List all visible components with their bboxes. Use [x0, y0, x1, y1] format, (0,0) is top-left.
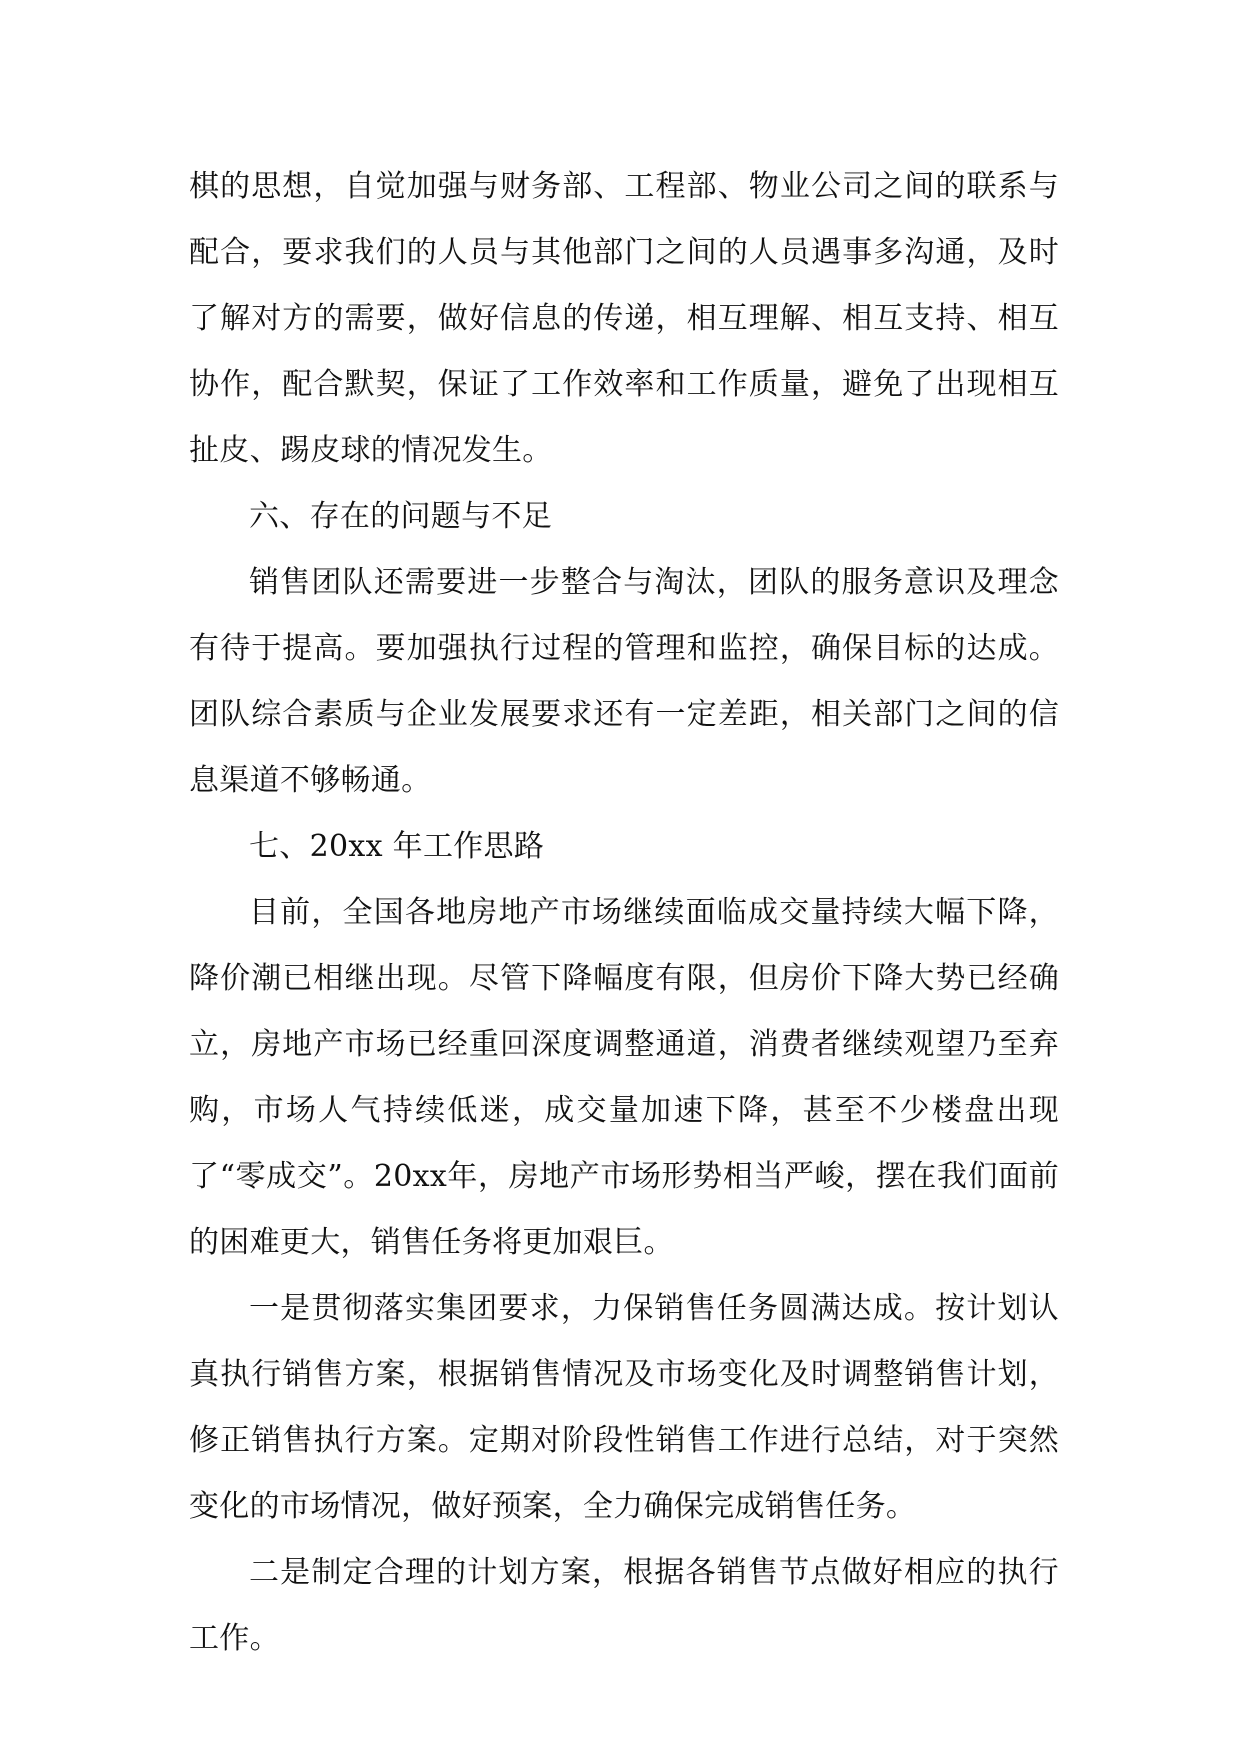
paragraph-issues: 销售团队还需要进一步整合与淘汰，团队的服务意识及理念有待于提高。要加强执行过程的管理和监控，确保目标的达成。团队综合素质与企业发展要求还有一定差距，相关部门之间的信息渠道不够畅通。 [189, 565, 1059, 798]
section-heading-6: 六、存在的问题与不足 [249, 499, 552, 534]
paragraph-continued: 棋的思想，自觉加强与财务部、工程部、物业公司之间的联系与配合，要求我们的人员与其他部门之间的人员遇事多沟通，及时了解对方的需要，做好信息的传递，相互理解、相互支持、相互协作，配合默契，保证了工作效率和工作质量，避免了出现相互扯皮、踢皮球的情况发生。 [189, 169, 1059, 468]
document-body [189, 154, 1059, 1672]
paragraph-market: 目前，全国各地房地产市场继续面临成交量持续大幅下降，降价潮已相继出现。尽管下降幅度有限，但房价下降大势已经确立，房地产市场已经重回深度调整通道，消费者继续观望乃至弃购，市场人气持续低迷，成交量加速下降，甚至不少楼盘出现了“零成交”。20xx年，房地产市场形势相当严峻，摆在我们面前的困难更大，销售任务将更加艰巨。 [189, 895, 1059, 1260]
section-heading-7: 七、20xx 年工作思路 [249, 829, 545, 864]
paragraph-plan-one: 一是贯彻落实集团要求，力保销售任务圆满达成。按计划认真执行销售方案，根据销售情况及市场变化及时调整销售计划，修正销售执行方案。定期对阶段性销售工作进行总结，对于突然变化的市场情况，做好预案，全力确保完成销售任务。 [189, 1291, 1059, 1524]
paragraph-plan-two: 二是制定合理的计划方案，根据各销售节点做好相应的执行工作。 [189, 1555, 1059, 1656]
